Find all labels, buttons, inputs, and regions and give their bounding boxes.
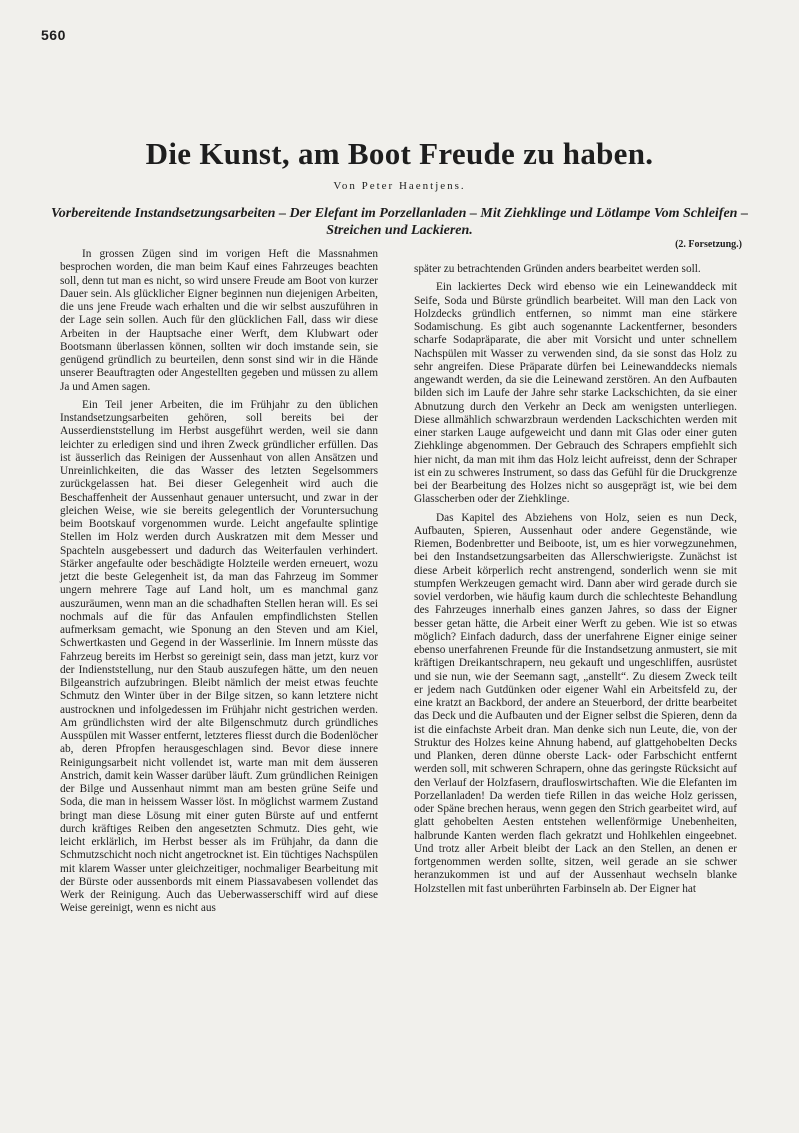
paragraph: später zu betrachtenden Gründen anders bearbeitet werden soll.: [414, 263, 701, 275]
article-title: Die Kunst, am Boot Freude zu haben.: [145, 136, 654, 171]
paragraph: Das Kapitel des Abziehens von Holz, seien es nun Deck, Aufbauten, Spieren, Aussenhaut oder andere Gegenstände, wie Riemen, Bodenbretter und Beiboote, ist, um es hier vorwegzunehmen, bei den Instandsetzungsarbeiten das Allerschwierigste. Zunächst ist diese Arbeit körperlich recht anstrengend, sonderlich wenn sie mit stumpfen Werkzeugen gemacht wird. Dann aber wird gerade durch sie soviel verdorben, wie häufig kaum durch die schlechteste Behandlung des Fahrzeuges innerhalb eines ganzen Jahres, so dass der Eigner besser getan hätte, die Arbeit einer Werft zu geben. Wie ist so etwas möglich? Einfach dadurch, dass der unerfahrene Eigner einige seiner ebenso unerfahrenen Freunde für die Instandsetzung anmustert, sie mit kräftigen Dreikantschrapern, neu gekauft und ungeschliffen, ausrüstet und sie nun, wie der Seemann sagt, „anstellt“. Zu diesem Zweck teilt er jedem nach Gutdünken oder eigener Wahl ein Arbeitsfeld zu, der eine kratzt an Backbord, der andere an Steuerbord, der dritte bearbeitet das Deck und die Aufbauten und der Eigner selbst die Spieren, denn da ist die einfachste Arbeit dran. Man denke sich nun Leute, die, von der Struktur des Holzes keine Ahnung habend, auf glattgehobelten Decks und Planken, deren dünne oberste Lack- oder Farbschicht entfernt werden soll, mit schweren Schrapern, ohne das geringste Rücksicht auf den Verlauf der Holzfasern, draufloswirtschaften. Wie die Elefanten im Porzellanladen! Da werden tiefe Rillen in das weiche Holz gerissen, oder Späne brechen heraus, wenn gegen den Strich gearbeitet wird, auf glatt gehobelten Aesten entstehen wellenförmige Unebenheiten, halbrunde Kanten werden flach gekratzt und Hohlkehlen eingeebnet. Und trotz aller Arbeit bleibt der Lack an den Stellen, an denen er fortgenommen werden sollte, sitzen, weil gerade an sie schwer heranzukommen ist und auf der Aussenhaut wechseln blanke Holzstellen mit fast unberührten Farbinseln ab. Der Eigner hat: [414, 511, 737, 895]
continuation-note: (2. Forsetzung.): [675, 239, 742, 250]
paragraph: Ein lackiertes Deck wird ebenso wie ein Leinewanddeck mit Seife, Soda und Bürste gründlich bearbeitet. Will man den Lack von Holzdecks gründlich entfernen, so nimmt man eine stärkere Sodamischung. Es gibt auch sogenannte Lackentferner, besonders scharfe Sodapräparate, die aber mit Vorsicht und unter schnellem Nachspülen mit Wasser zu verwenden sind, da sie sonst das Holz zu sehr angreifen. Diese Präparate dürfen bei Leinewanddecks niemals angewandt werden, da sie die Leinewand zerstören. An den Aufbauten bilden sich im Laufe der Jahre sehr starke Lackschichten, da sie einer Abnutzung durch den Verkehr an Deck am wenigsten unterliegen. Diese allmählich schwarzbraun werdenden Lackschichten werden mit einer starken Lauge aufgeweicht und dann mit Glas oder einer guten Ziehklinge abgenommen. Der Gebrauch des Schrapers empfiehlt sich hier nicht, da man mit ihm das Holz leicht aufreisst, denn der Schraper ist ein zu schweres Instrument, so dass das Gefühl für die Druckgrenze bei der Bearbeitung des Holzes nicht so ausgeprägt ist, wie bei dem Glasscherben oder der Ziehklinge.: [414, 281, 737, 506]
paragraph: In grossen Zügen sind im vorigen Heft die Massnahmen besprochen worden, die man beim Kauf eines Fahrzeuges beachten soll, denn tut man es nicht, so wird unsere Freude am Boot von kurzer Dauer sein. Als glücklicher Eigner beginnen nun diejenigen Arbeiten, die uns jene Freude wach erhalten und die wir selbst auszuführen in der Lage sein sollen. Auch für den glücklichen Fall, dass wir diese Arbeiten in der Hauptsache einer Werft, dem Klubwart oder Bootsmann überlassen können, sollten wir doch imstande sein, sie genügend gründlich zu beurteilen, denn sonst sind wir in die Hände unserer Beauftragten oder Angestellten gegeben und müssen zu allem Ja und Amen sagen.: [60, 248, 378, 393]
right-column: [414, 263, 737, 896]
paragraph: Ein Teil jener Arbeiten, die im Frühjahr zu den üblichen Instandsetzungsarbeiten gehören, soll bereits bei der Ausserdienststellung im Herbst ausgeführt werden, weil sie dann leichter zu erledigen sind und ihren Zweck gründlicher erfüllen. Das ist äusserlich das Reinigen der Aussenhaut von allen Ansätzen und Unreinlichkeiten, die das Wasser des letzten Segelsommers zurückgelassen hat. Bei dieser Gelegenheit wird auch die Beschaffenheit der Aussenhaut genauer untersucht, und zwar in der gleichen Weise, wie sie bereits gelegentlich der Voruntersuchung beim Bootskauf vorgenommen wurde. Leicht angefaulte splintige Stellen im Holz werden durch Auskratzen mit dem Messer und Spachteln ausgebessert und dadurch das Weiterfaulen verhindert. Stärker angefaulte oder beschädigte Holzteile werden erneuert, wozu jetzt die beste Gelegenheit ist, da man das Fahrzeug im Sommer ungern mehrere Tage auf Land holt, um es manchmal ganz auszuräumen, wenn man an die schadhaften Stellen heran will. Es sei nochmals auf die für das Anfaulen empfindlichsten Stellen aufmerksam gemacht, wie Sponung an den Steven und am Kiel, Schwertkasten und Gegend in der Wasserlinie. Im Innern müsste das Fahrzeug bereits im Herbst so gereinigt sein, dass man jetzt, kurz vor der Indienststellung, nur den Staub auszufegen hätte, um den neuen Bilgeanstrich aufzubringen. Bleibt nämlich der meist etwas feuchte Schmutz den Winter über in der Bilge sitzen, so kann letztere nicht austrocknen und infolgedessen im Frühjahr nicht gestrichen werden. Am gründlichsten wird der alte Bilgenschmutz durch gründliches Ausspülen mit Wasser entfernt, letzteres fliesst durch die Bodenlöcher ab, deren Pfropfen herausgeschlagen sind. Bevor diese innere Reinigungsarbeit nicht vollendet ist, warte man mit dem äusseren Anstrich, damit kein Wasser darüber läuft. Zum gründlichen Reinigen der Bilge und Aussenhaut nimmt man am besten grüne Seife und Soda, die man in heissem Wasser löst. In möglichst warmem Zustand bringt man diese Lösung mit einer guten Bürste auf und entfernt durch kräftiges Reiben den angesetzten Schmutz. Dies geht, wie leicht erklärlich, im Herbst besser als im Frühjahr, da dann die Schmutzschicht noch nicht angetrocknet ist. Ein tüchtiges Nachspülen mit klarem Wasser unter gleichzeitiger, nochmaliger Bearbeitung mit der Bürste oder aussenbords mit einem Piassavabesen vollendet das Werk der Reinigung. Auch das Ueberwasserschiff wird auf diese Weise gereinigt, wenn es nicht aus: [60, 398, 378, 915]
page-number: 560: [41, 27, 66, 43]
left-column: [60, 248, 378, 916]
byline: Von Peter Haentjens.: [333, 180, 466, 192]
article-subtitle: Vorbereitende Instandsetzungsarbeiten – Der Elefant im Porzellanladen – Mit Ziehklinge und Lötlampe Vom Schleifen – Streichen und Lackieren.: [51, 206, 748, 238]
